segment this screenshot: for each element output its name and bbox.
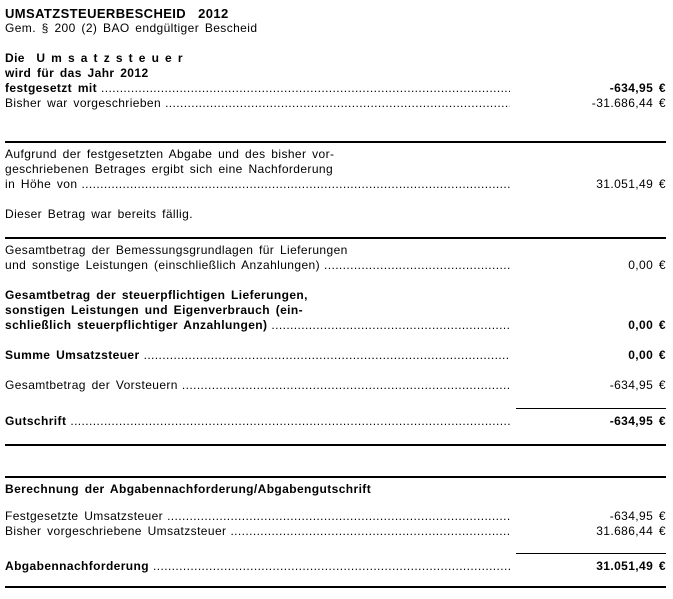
row-amount: 0,00 €	[628, 258, 666, 272]
festsetzung-heading-line2: wird für das Jahr 2012	[5, 66, 149, 80]
section-divider	[5, 444, 666, 446]
row-label: festgesetzt mit	[5, 81, 98, 95]
row-label: Festgesetzte Umsatzsteuer	[5, 509, 164, 523]
row-label: Gutschrift	[5, 414, 67, 428]
dot-leader	[178, 378, 510, 393]
row-festgesetzt-mit	[5, 81, 666, 96]
row-abgabennachforderung	[5, 559, 666, 574]
row-label: und sonstige Leistungen (einschließlich Anzahlungen)	[5, 258, 320, 272]
dot-leader	[226, 524, 510, 539]
nachforderung-text-line2: geschriebenen Betrages ergibt sich eine Nachforderung	[5, 162, 334, 176]
row-amount: -634,95 €	[609, 414, 666, 428]
section-divider	[5, 476, 666, 478]
row-amount: 31.686,44 €	[596, 524, 666, 538]
row-amount: 0,00 €	[628, 318, 666, 332]
subtotal-rule	[516, 408, 666, 409]
dot-leader	[97, 81, 510, 96]
row-label: schließlich steuerpflichtiger Anzahlungen)	[5, 318, 268, 332]
row-steuerpflichtig	[5, 318, 666, 333]
festsetzung-heading-line1: Die U m s a t z s t e u e r	[5, 51, 183, 65]
row-label: Summe Umsatzsteuer	[5, 348, 140, 362]
row-vorsteuern	[5, 378, 666, 393]
steuerpflichtig-text-line2: sonstigen Leistungen und Eigenverbrauch (ein-	[5, 303, 304, 317]
nachforderung-text-line1: Aufgrund der festgesetzten Abgabe und des bisher vor-	[5, 147, 335, 161]
dot-leader	[66, 414, 510, 429]
row-summe-umsatzsteuer	[5, 348, 666, 363]
section-divider	[5, 237, 666, 239]
dot-leader	[267, 318, 510, 333]
row-bisher-vorgeschriebene-umsatzsteuer	[5, 524, 666, 539]
row-label: Gesamtbetrag der Vorsteuern	[5, 378, 178, 392]
abgaben-heading: Berechnung der Abgabennachforderung/Abgabengutschrift	[5, 482, 372, 496]
dot-leader	[161, 96, 510, 111]
row-gutschrift	[5, 414, 666, 429]
subtotal-rule	[516, 553, 666, 554]
row-amount: 31.051,49 €	[596, 177, 666, 191]
dot-leader	[163, 509, 510, 524]
nachforderung-note: Dieser Betrag war bereits fällig.	[5, 207, 193, 221]
row-label: in Höhe von	[5, 177, 78, 191]
steuerpflichtig-text-line1: Gesamtbetrag der steuerpflichtigen Lieferungen,	[5, 288, 308, 302]
row-amount: -634,95 €	[609, 378, 666, 392]
dot-leader	[149, 559, 510, 574]
section-divider	[5, 586, 666, 588]
row-bisher-vorgeschrieben	[5, 96, 666, 111]
row-amount: 31.051,49 €	[596, 559, 666, 573]
bemessungsgrundlagen-text-line1: Gesamtbetrag der Bemessungsgrundlagen für Lieferungen	[5, 243, 348, 257]
dot-leader	[140, 348, 510, 363]
row-amount: -634,95 €	[609, 81, 666, 95]
row-label: Abgabennachforderung	[5, 559, 150, 573]
dot-leader	[320, 258, 510, 273]
row-amount: -634,95 €	[609, 509, 666, 523]
row-festgesetzte-umsatzsteuer	[5, 509, 666, 524]
row-in-hoehe-von	[5, 177, 666, 192]
row-label: Bisher war vorgeschrieben	[5, 96, 162, 110]
row-label: Bisher vorgeschriebene Umsatzsteuer	[5, 524, 227, 538]
row-bemessungsgrundlagen	[5, 258, 666, 273]
row-amount: -31.686,44 €	[591, 96, 666, 110]
section-divider	[5, 141, 666, 143]
dot-leader	[77, 177, 510, 192]
document-subtitle: Gem. § 200 (2) BAO endgültiger Bescheid	[5, 21, 258, 35]
row-amount: 0,00 €	[628, 348, 666, 362]
document-title: UMSATZSTEUERBESCHEID 2012	[5, 6, 229, 21]
